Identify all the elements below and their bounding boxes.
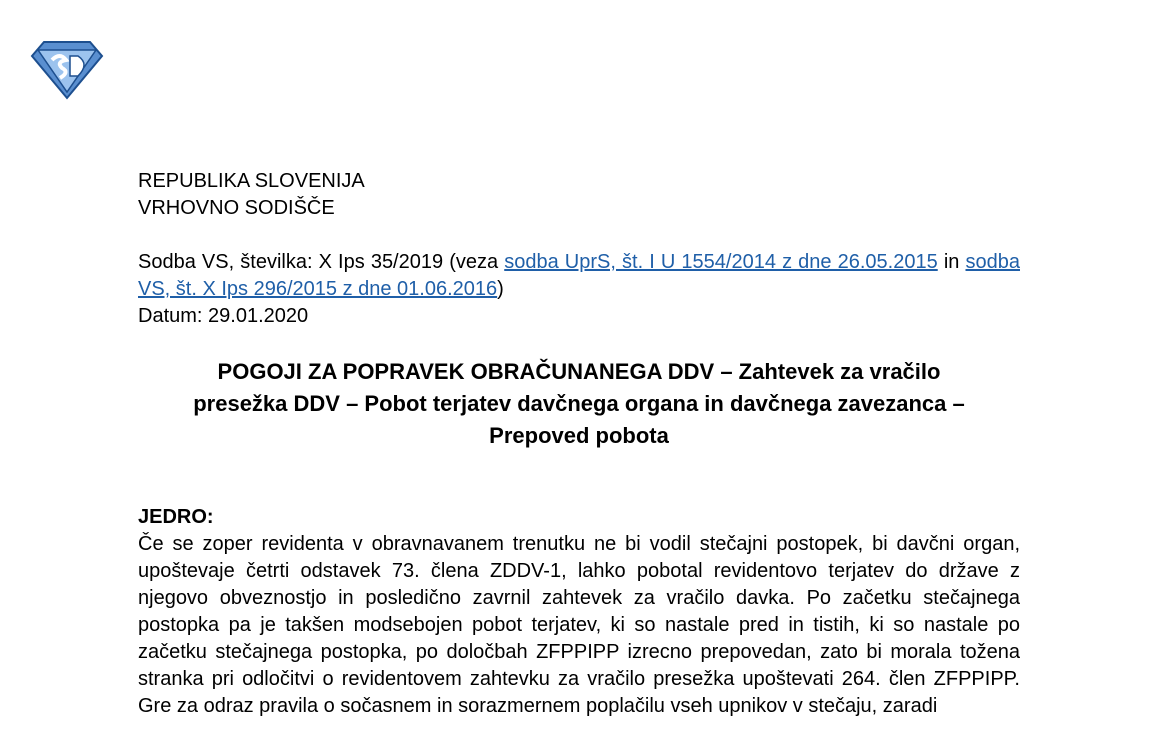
reference-prefix: Sodba VS, številka: X Ips 35/2019 (veza	[138, 251, 505, 273]
related-judgment-link-2[interactable]: sodba VS, št. X Ips 296/2015 z dne 01.06.2016	[138, 251, 1020, 300]
summary-text: Če se zoper revidenta v obravnavanem trenutku ne bi vodil stečajni postopek, bi davčni organ, upoštevaje četrti odstavek 73. člena ZDDV-1, lahko pobotal revidentovo terjatev do države z njegovo obveznostjo in posledično zavrnil zahtevek za vračilo davka. Po začetku stečajnega postopka pa je takšen modsebojen pobot terjatev, ki so nastale pred in tistih, ki so nastale po začetku stečajnega postopka, po določbah ZFPPIPP izrecno prepovedan, zato bi morala tožena stranka pri odločitvi o revidentovem zahtevku za vračilo presežka upoštevati 264. člen ZFPPIPP. Gre za odraz pravila o sočasnem in sorazmernem poplačilu vseh upnikov v stečaju, zaradi	[138, 533, 1020, 717]
court-heading: VRHOVNO SODIŠČE	[138, 197, 335, 219]
related-judgment-link-1[interactable]: sodba UprS, št. I U 1554/2014 z dne 26.05.2015	[504, 251, 938, 273]
reference-middle: in	[937, 251, 966, 273]
country-heading: REPUBLIKA SLOVENIJA	[138, 170, 365, 192]
document-content	[138, 168, 1020, 720]
judgment-date: Datum: 29.01.2020	[138, 305, 309, 327]
summary-label: JEDRO:	[138, 506, 214, 528]
case-reference	[138, 249, 1020, 330]
document-title: POGOJI ZA POPRAVEK OBRAČUNANEGA DDV – Zahtevek za vračilo presežka DDV – Pobot terjatev davčnega organa in davčnega zavezanca – Prepoved pobota	[193, 359, 965, 448]
sd-diamond-logo-icon	[30, 40, 104, 100]
court-logo	[30, 40, 104, 100]
reference-suffix: )	[497, 278, 504, 300]
